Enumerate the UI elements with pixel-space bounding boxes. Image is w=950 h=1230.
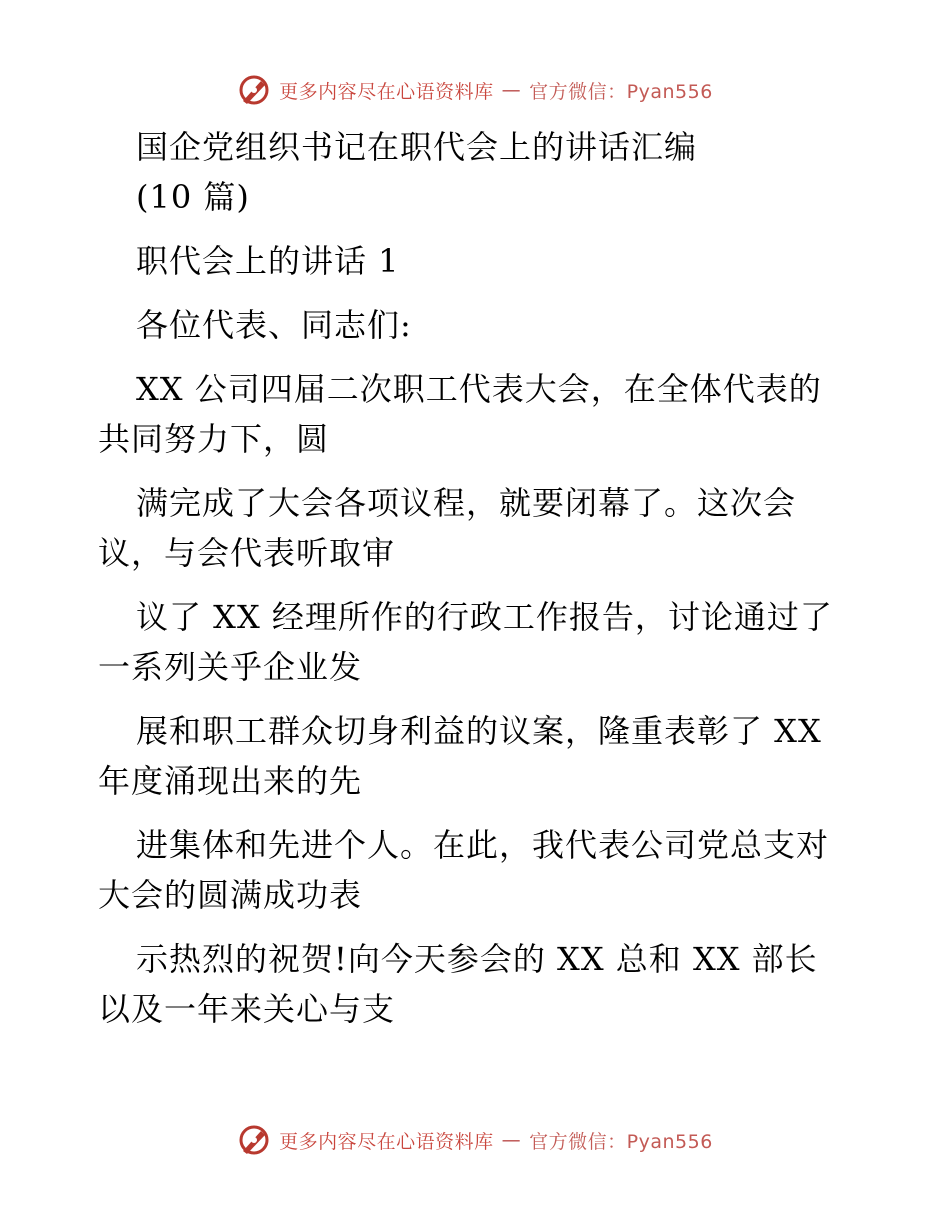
document-title-line-2: (10 篇) (136, 178, 250, 216)
paragraph (98, 820, 850, 920)
paragraph (98, 478, 850, 578)
paragraph-line: 示热烈的祝贺!向今天参会的 XX 总和 XX 部长 (136, 940, 818, 978)
document-body (98, 122, 850, 1034)
paragraph (98, 934, 850, 1034)
paragraph-line: 议，与会代表听取审 (98, 534, 396, 572)
banner-separator: — (501, 1129, 522, 1151)
section-heading: 职代会上的讲话 1 (136, 242, 400, 280)
paragraph (98, 592, 850, 692)
paragraph (98, 706, 850, 806)
banner-wechat-text: 官方微信：Pyan556 (529, 80, 713, 103)
paragraph-line: 满完成了大会各项议程，就要闭幕了。这次会 (136, 484, 797, 522)
banner-separator: — (501, 79, 522, 101)
paragraph (98, 364, 850, 464)
footer-banner (0, 1120, 950, 1160)
salutation: 各位代表、同志们: (136, 306, 412, 344)
paragraph-line: 展和职工群众切身利益的议案，隆重表彰了 XX (136, 712, 822, 750)
banner-wechat-text: 官方微信：Pyan556 (529, 1130, 713, 1153)
paragraph-line: XX 公司四届二次职工代表大会，在全体代表的 (136, 370, 822, 408)
pen-logo-icon (237, 73, 271, 107)
paragraph-line: 一系列关乎企业发 (98, 648, 363, 686)
banner-site-text: 更多内容尽在心语资料库 (279, 80, 494, 103)
header-banner (0, 70, 950, 110)
banner-site-text: 更多内容尽在心语资料库 (279, 1130, 494, 1153)
paragraph-line: 进集体和先进个人。在此，我代表公司党总支对 (136, 826, 830, 864)
paragraph-line: 以及一年来关心与支 (98, 990, 396, 1028)
paragraph-line: 大会的圆满成功表 (98, 876, 363, 914)
paragraph-line: 年度涌现出来的先 (98, 762, 363, 800)
pen-logo-icon (237, 1123, 271, 1157)
document-title-line-1: 国企党组织书记在职代会上的讲话汇编 (136, 128, 698, 166)
paragraph-line: 共同努力下，圆 (98, 420, 330, 458)
paragraph-line: 议了 XX 经理所作的行政工作报告，讨论通过了 (136, 598, 833, 636)
